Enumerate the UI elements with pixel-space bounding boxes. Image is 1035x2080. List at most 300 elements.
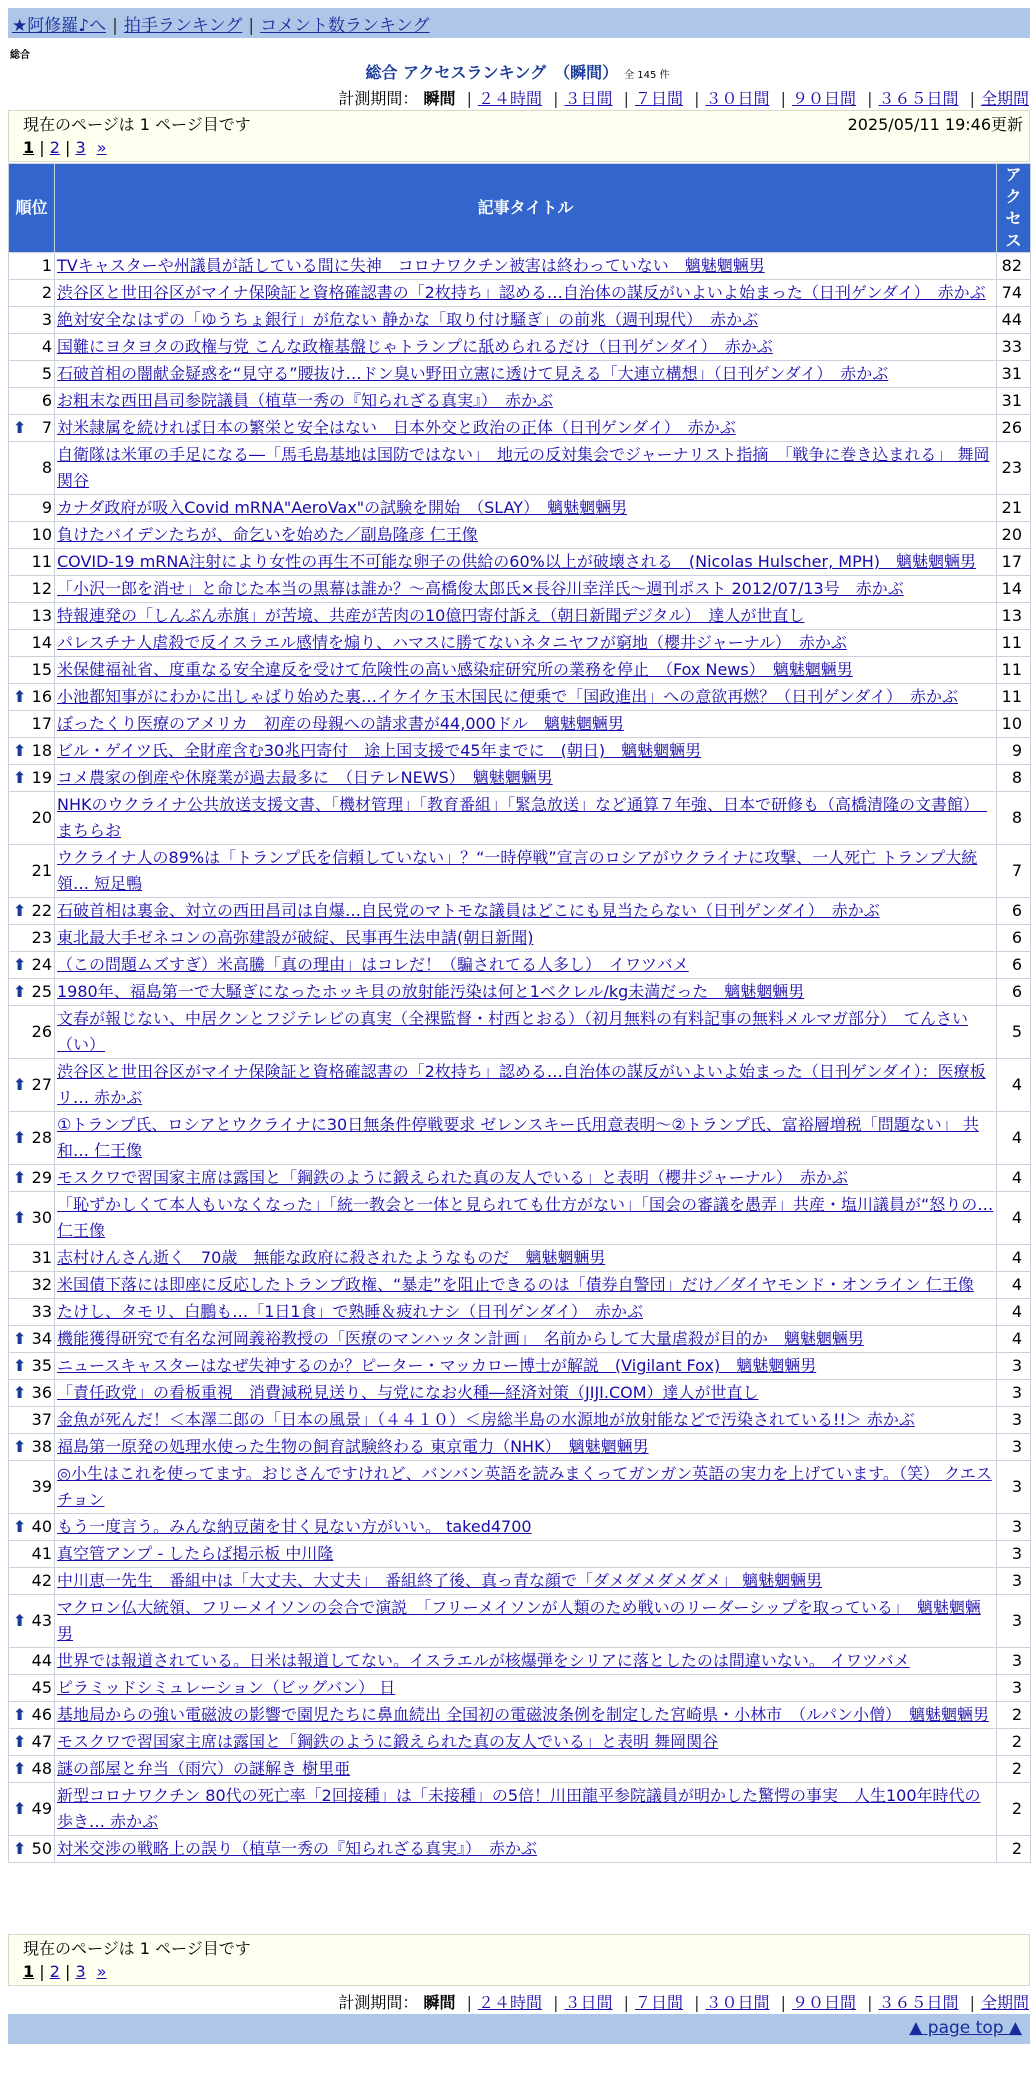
rank-cell [9,1192,55,1245]
access-count: 2 [997,1783,1031,1836]
rank-up-arrow-icon: ⬆ [13,955,27,974]
article-link[interactable]: 「恥ずかしくて本人もいなくなった」「統一教会と一体と見られても仕方がない」「国会の審議を愚弄」共産・塩川議員が“怒りの… 仁王像 [57,1195,994,1240]
rank-cell [9,979,55,1006]
rank-number: 27 [31,1075,52,1094]
title-cell [55,845,997,898]
rank-cell [9,1165,55,1192]
access-count: 3 [997,1514,1031,1541]
rank-up-arrow-icon: ⬆ [13,1383,27,1402]
rank-number: 3 [41,310,52,329]
access-count: 4 [997,1326,1031,1353]
title-cell [55,1541,997,1568]
period-link-24h[interactable]: ２４時間 [477,1993,542,2012]
article-link[interactable]: COVID-19 mRNA注射により女性の再生不可能な卵子の供給の60%以上が破壊される (Nicolas Hulscher, MPH) 魑魅魍魎男 [57,552,976,571]
title-cell [55,442,997,495]
rank-up-arrow-icon: ⬆ [13,1517,27,1536]
title-cell [55,1675,997,1702]
rank-number: 33 [31,1302,52,1321]
table-row [9,1245,1031,1272]
rank-number: 21 [31,861,52,880]
rank-up-arrow-icon: ⬆ [13,1329,27,1348]
table-row [9,1461,1031,1514]
clap-ranking-link[interactable]: 拍手ランキング [123,16,243,36]
article-link[interactable]: たけし、タモリ、白鵬も…「1日1食」で熟睡＆疲れナシ（日刊ゲンダイ） 赤かぶ [57,1302,643,1321]
period-link-30d[interactable]: ３０日間 [705,89,770,108]
rank-cell [9,361,55,388]
title-cell [55,388,997,415]
access-count: 3 [997,1648,1031,1675]
article-link[interactable]: TVキャスターや州議員が話している間に失神 コロナワクチン被害は終わっていない 魑魅魍魎男 [57,256,765,275]
rank-number: 10 [31,525,52,544]
access-count: 8 [997,792,1031,845]
rank-cell [9,549,55,576]
rank-number: 31 [31,1248,52,1267]
period-separator: | [694,1993,700,2012]
period-separator: | [466,1993,472,2012]
article-link[interactable]: ビル・ゲイツ氏、全財産含む30兆円寄付 途上国支援で45年までに (朝日) 魑魅魍魎男 [57,741,702,760]
rank-number: 42 [31,1571,52,1590]
article-link[interactable]: 対米隷属を続ければ日本の繁栄と安全はない 日本外交と政治の正体（日刊ゲンダイ） 赤かぶ [57,418,736,437]
title-cell [55,1112,997,1165]
rank-number: 13 [31,606,52,625]
access-count: 4 [997,1245,1031,1272]
rank-number: 39 [31,1477,52,1496]
page-current: 1 [23,138,35,157]
access-count: 3 [997,1461,1031,1514]
table-row [9,1272,1031,1299]
period-link-90d[interactable]: ９０日間 [791,1993,856,2012]
period-link-365d[interactable]: ３６５日間 [878,1993,959,2012]
article-link[interactable]: 対米交渉の戦略上の誤り（植草一秀の『知られざる真実』） 赤かぶ [57,1839,538,1858]
rank-number: 12 [31,579,52,598]
access-count: 3 [997,1353,1031,1380]
rank-number: 26 [31,1022,52,1041]
rank-cell [9,1756,55,1783]
rank-number: 20 [31,808,52,827]
title-cell [55,361,997,388]
rank-cell [9,898,55,925]
next-page-link[interactable]: » [96,138,107,157]
rank-number: 48 [31,1759,52,1778]
rank-number: 19 [31,768,52,787]
title-cell [55,1192,997,1245]
rank-cell [9,415,55,442]
article-link[interactable]: 基地局からの強い電磁波の影響で園児たちに鼻血続出 全国初の電磁波条例を制定した宮崎県・小林市 （ルパン小僧） 魑魅魍魎男 [57,1705,989,1724]
access-count: 8 [997,765,1031,792]
page-link-3[interactable]: 3 [75,138,86,157]
total-count: 全 145 件 [624,70,670,81]
article-link[interactable]: 米国債下落には即座に反応したトランプ政権、“暴走”を阻止できるのは「債券自警団」だけ／ダイヤモンド・オンライン 仁王像 [57,1275,974,1294]
title-cell [55,1836,997,1863]
rank-cell [9,1353,55,1380]
rank-number: 5 [41,364,52,383]
article-link[interactable]: ニュースキャスターはなぜ失神するのか？ピーター・マッカロー博士が解説 (Vigilant Fox) 魑魅魍魎男 [57,1356,817,1375]
rank-up-arrow-icon: ⬆ [13,1168,27,1187]
access-count: 9 [997,738,1031,765]
access-count: 31 [997,388,1031,415]
article-link[interactable]: 志村けんさん逝く 70歳 無能な政府に殺されたようなものだ 魑魅魍魎男 [57,1248,606,1267]
page-link-2[interactable]: 2 [49,1962,60,1981]
title-cell [55,630,997,657]
article-link[interactable]: 世界では報道されている。日米は報道してない。イスラエルが核爆弾をシリアに落としたのは間違いない。 イワツバメ [57,1651,910,1670]
page-top-link[interactable]: ▲ page top ▲ [909,2018,1022,2038]
article-link[interactable]: モスクワで習国家主席は露国と「鋼鉄のように鍛えられた真の友人でいる」と表明（櫻井ジャーナル） 赤かぶ [57,1168,848,1187]
rank-cell [9,280,55,307]
access-count: 14 [997,576,1031,603]
table-header-row [9,164,1031,253]
period-link-all[interactable]: 全期間 [980,1993,1029,2012]
article-link[interactable]: 東北最大手ゼネコンの高弥建設が破綻、民事再生法申請(朝日新聞) [57,928,534,947]
title-cell [55,1568,997,1595]
page-current: 1 [23,1962,35,1981]
access-count: 82 [997,253,1031,280]
table-row [9,495,1031,522]
rank-cell [9,1326,55,1353]
article-link[interactable]: モスクワで習国家主席は露国と「鋼鉄のように鍛えられた真の友人でいる」と表明 舞岡関谷 [57,1732,719,1751]
rank-cell [9,1783,55,1836]
table-row [9,334,1031,361]
rank-cell [9,1675,55,1702]
page-link-2[interactable]: 2 [49,138,60,157]
rank-number: 37 [31,1410,52,1429]
rank-cell [9,1380,55,1407]
article-link[interactable]: 米保健福祉省、度重なる安全違反を受けて危険性の高い感染症研究所の業務を停止 （Fox News） 魑魅魍魎男 [57,660,853,679]
article-link[interactable]: 新型コロナワクチン 80代の死亡率「2回接種」は「未接種」の5倍！川田龍平参院議員が明かした驚愕の事実 人生100年時代の歩き… 赤かぶ [57,1786,981,1831]
access-count: 44 [997,307,1031,334]
table-row [9,657,1031,684]
rank-up-arrow-icon: ⬆ [13,687,27,706]
table-row [9,1165,1031,1192]
table-row [9,925,1031,952]
article-link[interactable]: 特報連発の「しんぶん赤旗」が苦境、共産が苦肉の10億円寄付訴え（朝日新聞デジタル） 達人が世直し [57,606,805,625]
table-row [9,1380,1031,1407]
rank-up-arrow-icon: ⬆ [13,982,27,1001]
rank-number: 32 [31,1275,52,1294]
article-link[interactable]: ◎小生はこれを使ってます。おじさんですけれど、バンバン英語を読みまくってガンガン英語の実力を上げています。（笑） クエスチョン [57,1464,992,1509]
rank-cell [9,1541,55,1568]
access-count: 3 [997,1595,1031,1648]
table-row [9,792,1031,845]
nav-separator: | [112,16,118,36]
rank-cell [9,765,55,792]
period-separator: | [780,89,786,108]
article-link[interactable]: 絶対安全なはずの「ゆうちょ銀行」が危ない 静かな「取り付け騒ぎ」の前兆（週刊現代） 赤かぶ [57,310,759,329]
page-separator: | [65,138,71,157]
access-count: 3 [997,1675,1031,1702]
table-row [9,952,1031,979]
title-cell [55,1326,997,1353]
page-link-3[interactable]: 3 [75,1962,86,1981]
table-row [9,603,1031,630]
access-count: 13 [997,603,1031,630]
ranking-table-body [9,253,1031,1863]
pager-top [8,110,1030,162]
period-link-3d[interactable]: ３日間 [564,1993,613,2012]
table-row [9,1702,1031,1729]
access-count: 3 [997,1568,1031,1595]
page-separator: | [65,1962,71,1981]
rank-up-arrow-icon: ⬆ [13,1128,27,1147]
rank-cell [9,576,55,603]
rank-cell [9,738,55,765]
rank-cell [9,1514,55,1541]
article-link[interactable]: パレスチナ人虐殺で反イスラエル感情を煽り、ハマスに勝てないネタニヤフが窮地（櫻井ジャーナル） 赤かぶ [57,633,847,652]
period-link-30d[interactable]: ３０日間 [705,1993,770,2012]
access-count: 4 [997,1059,1031,1112]
rank-number: 25 [31,982,52,1001]
period-link-90d[interactable]: ９０日間 [791,89,856,108]
page-separator: | [39,138,45,157]
rank-cell [9,1461,55,1514]
period-link-24h[interactable]: ２４時間 [477,89,542,108]
title-cell [55,1165,997,1192]
current-page-text: 現在のページは 1 ページ目です [23,115,251,134]
rank-cell [9,1702,55,1729]
rank-number: 30 [31,1208,52,1227]
next-page-link[interactable]: » [96,1962,107,1981]
title-cell [55,1514,997,1541]
access-count: 20 [997,522,1031,549]
title-cell [55,1407,997,1434]
access-count: 26 [997,415,1031,442]
col-title-header: 記事タイトル [55,164,997,253]
table-row [9,711,1031,738]
period-current: 瞬間 [423,89,456,108]
period-selector-top [338,86,1029,109]
access-count: 11 [997,630,1031,657]
article-link[interactable]: 機能獲得研究で有名な河岡義裕教授の「医療のマンハッタン計画」 名前からして大量虐殺が目的か 魑魅魍魎男 [57,1329,864,1348]
home-link[interactable]: ★阿修羅♪へ [12,16,107,36]
article-link[interactable]: 渋谷区と世田谷区がマイナ保険証と資格確認書の「2枚持ち」認める…自治体の謀反がいよいよ始まった（日刊ゲンダイ）：医療板リ… 赤かぶ [57,1062,986,1107]
article-link[interactable]: 石破首相の闇献金疑惑を“見守る”腰抜け…ドン臭い野田立憲に透けて見える「大連立構想」（日刊ゲンダイ） 赤かぶ [57,364,889,383]
table-row [9,1434,1031,1461]
article-link[interactable]: お粗末な西田昌司参院議員（植草一秀の『知られざる真実』） 赤かぶ [57,391,554,410]
title-cell [55,1434,997,1461]
title-cell [55,1783,997,1836]
table-row [9,1514,1031,1541]
article-link[interactable]: 謎の部屋と弁当（雨穴）の謎解き 樹里亜 [57,1759,351,1778]
pager-bottom [8,1934,1030,1986]
rank-number: 36 [31,1383,52,1402]
article-link[interactable]: 真空管アンプ - したらば掲示板 中川隆 [57,1544,334,1563]
title-cell [55,549,997,576]
period-separator: | [694,89,700,108]
article-link[interactable]: マクロン仏大統領、フリーメイソンの会合で演説 「フリーメイソンが人類のため戦いのリーダーシップを取っている」 魑魅魍魎男 [57,1598,981,1643]
article-link[interactable]: 渋谷区と世田谷区がマイナ保険証と資格確認書の「2枚持ち」認める…自治体の謀反がいよいよ始まった（日刊ゲンダイ） 赤かぶ [57,283,986,302]
title-cell [55,1756,997,1783]
table-row [9,1675,1031,1702]
rank-number: 9 [41,498,52,517]
period-separator: | [623,1993,629,2012]
rank-number: 45 [31,1678,52,1697]
article-link[interactable]: カナダ政府が吸入Covid mRNA"AeroVax"の試験を開始 （SLAY） 魑魅魍魎男 [57,498,628,517]
rank-number: 7 [41,418,52,437]
article-link[interactable]: 金魚が死んだ！＜本澤二郎の「日本の風景」（４４１０）＜房総半島の水源地が放射能などで汚染されている!!＞ 赤かぶ [57,1410,915,1429]
article-link[interactable]: NHKのウクライナ公共放送支援文書、「機材管理」「教育番組」「緊急放送」など通算７年強、日本で研修も（高橋清隆の文書館） まちらお [57,795,988,840]
table-row [9,1836,1031,1863]
access-count: 2 [997,1702,1031,1729]
table-row [9,1192,1031,1245]
rank-number: 24 [31,955,52,974]
article-link[interactable]: もう一度言う。みんな納豆菌を甘く見ない方がいい。 taked4700 [57,1517,532,1536]
title-cell [55,657,997,684]
article-link[interactable]: 「責任政党」の看板重視 消費減税見送り、与党になお火種―経済対策（JIJI.COM）達人が世直し [57,1383,759,1402]
current-page-text: 現在のページは 1 ページ目です [23,1939,251,1958]
rank-number: 15 [31,660,52,679]
title-cell [55,1245,997,1272]
rank-cell [9,1245,55,1272]
title-cell [55,1461,997,1514]
period-selector-bottom [338,1990,1029,2013]
title-cell [55,1006,997,1059]
access-count: 17 [997,549,1031,576]
table-row [9,576,1031,603]
title-cell [55,415,997,442]
title-cell [55,1380,997,1407]
access-count: 33 [997,334,1031,361]
top-nav-bar [8,8,1030,38]
rank-up-arrow-icon: ⬆ [13,1839,27,1858]
access-count: 74 [997,280,1031,307]
access-count: 6 [997,952,1031,979]
period-link-7d[interactable]: ７日間 [634,89,683,108]
rank-cell [9,1648,55,1675]
article-link[interactable]: 小池都知事がにわかに出しゃばり始めた裏…イケイケ玉木国民に便乗で「国政進出」への意欲再燃？（日刊ゲンダイ） 赤かぶ [57,687,958,706]
access-count: 2 [997,1729,1031,1756]
table-row [9,1541,1031,1568]
title-cell [55,1729,997,1756]
ranking-title: 総合 アクセスランキング （瞬間） [365,63,619,82]
title-cell [55,1595,997,1648]
title-cell [55,925,997,952]
rank-cell [9,1272,55,1299]
rank-number: 49 [31,1799,52,1818]
article-link[interactable]: （この問題ムズすぎ）米高騰「真の理由」はコレだ！（騙されてる人多し） イワツバメ [57,955,689,974]
rank-number: 17 [31,714,52,733]
period-separator: | [553,1993,559,2012]
rank-up-arrow-icon: ⬆ [13,1611,27,1630]
period-label: 計測期間： [338,1993,419,2012]
rank-cell [9,1112,55,1165]
article-link[interactable]: 中川恵一先生 番組中は「大丈夫、大丈夫」 番組終了後、真っ青な顔で「ダメダメダメダメ」 魑魅魍魎男 [57,1571,823,1590]
rank-number: 44 [31,1651,52,1670]
title-cell [55,576,997,603]
rank-number: 40 [31,1517,52,1536]
table-row [9,630,1031,657]
article-link[interactable]: 自衛隊は米軍の手足になる―「馬毛島基地は国防ではない」 地元の反対集会でジャーナリスト指摘 「戦争に巻き込まれる」 舞岡関谷 [57,445,990,490]
table-row [9,361,1031,388]
rank-number: 22 [31,901,52,920]
article-link[interactable]: 「小沢一郎を消せ」と命じた本当の黒幕は誰か？～高橋俊太郎氏×長谷川幸洋氏～週刊ポスト 2012/07/13号 赤かぶ [57,579,904,598]
title-cell [55,898,997,925]
title-cell [55,1702,997,1729]
period-separator: | [780,1993,786,2012]
article-link[interactable]: ぼったくり医療のアメリカ 初産の母親への請求書が44,000ドル 魑魅魍魎男 [57,714,624,733]
bottom-bar [8,2014,1030,2044]
article-link[interactable]: ピラミッドシミュレーション（ビッグバン） 日 [57,1678,396,1697]
period-link-7d[interactable]: ７日間 [634,1993,683,2012]
article-link[interactable]: ①トランプ氏、ロシアとウクライナに30日無条件停戦要求 ゼレンスキー氏用意表明～②トランプ氏、富裕層増税「問題ない」 共和… 仁王像 [57,1115,979,1160]
article-link[interactable]: 福島第一原発の処理水使った生物の飼育試験終わる 東京電力（NHK） 魑魅魍魎男 [57,1437,649,1456]
article-link[interactable]: 石破首相は裏金、対立の西田昌司は自爆…自民党のマトモな議員はどこにも見当たらない（日刊ゲンダイ） 赤かぶ [57,901,880,920]
article-link[interactable]: 国難にヨタヨタの政権与党 こんな政権基盤じゃトランプに舐められるだけ（日刊ゲンダイ） 赤かぶ [57,337,773,356]
article-link[interactable]: 文春が報じない、中居クンとフジテレビの真実（全裸監督・村西とおる）（初月無料の有料記事の無料メルマガ部分） てんさい（い） [57,1009,969,1054]
access-count: 3 [997,1434,1031,1461]
rank-number: 4 [41,337,52,356]
table-row [9,845,1031,898]
access-count: 5 [997,1006,1031,1059]
access-count: 4 [997,1299,1031,1326]
updated-timestamp: 2025/05/11 19:46更新 [847,115,1023,134]
title-cell [55,495,997,522]
rank-cell [9,388,55,415]
rank-cell [9,845,55,898]
period-separator: | [867,1993,873,2012]
rank-number: 38 [31,1437,52,1456]
rank-up-arrow-icon: ⬆ [13,1732,27,1751]
table-row [9,253,1031,280]
access-count: 10 [997,711,1031,738]
rank-cell [9,711,55,738]
access-count: 3 [997,1380,1031,1407]
access-count: 3 [997,1541,1031,1568]
table-row [9,1648,1031,1675]
rank-up-arrow-icon: ⬆ [13,1437,27,1456]
title-cell [55,1648,997,1675]
access-count: 3 [997,1407,1031,1434]
title-cell [55,280,997,307]
access-count: 4 [997,1112,1031,1165]
article-link[interactable]: 1980年、福島第一で大騒ぎになったホッキ貝の放射能汚染は何と1ベクレル/kg未満だった 魑魅魍魎男 [57,982,805,1001]
access-count: 11 [997,684,1031,711]
rank-number: 46 [31,1705,52,1724]
rank-number: 29 [31,1168,52,1187]
period-separator: | [969,89,975,108]
rank-number: 47 [31,1732,52,1751]
rank-cell [9,307,55,334]
rank-number: 50 [31,1839,52,1858]
table-row [9,280,1031,307]
period-link-all[interactable]: 全期間 [980,89,1029,108]
article-link[interactable]: ウクライナ人の89%は「トランプ氏を信頼していない」？“一時停戦”宣言のロシアがウクライナに攻撃、一人死亡 トランプ大統領… 短足鴨 [57,848,978,893]
period-link-365d[interactable]: ３６５日間 [878,89,959,108]
rank-number: 41 [31,1544,52,1563]
article-link[interactable]: コメ農家の倒産や休廃業が過去最多に （日テレNEWS） 魑魅魍魎男 [57,768,553,787]
title-cell [55,711,997,738]
rank-cell [9,253,55,280]
table-row [9,1353,1031,1380]
article-link[interactable]: 負けたバイデンたちが、命乞いを始めた／副島隆彦 仁王像 [57,525,478,544]
table-row [9,1326,1031,1353]
col-rank-header: 順位 [9,164,55,253]
rank-number: 35 [31,1356,52,1375]
table-row [9,1299,1031,1326]
rank-number: 34 [31,1329,52,1348]
title-cell [55,522,997,549]
rank-up-arrow-icon: ⬆ [13,1759,27,1778]
access-count: 4 [997,1165,1031,1192]
title-cell [55,307,997,334]
table-row [9,388,1031,415]
rank-up-arrow-icon: ⬆ [13,1705,27,1724]
period-separator: | [867,89,873,108]
period-label: 計測期間： [338,89,419,108]
rank-number: 43 [31,1611,52,1630]
comment-ranking-link[interactable]: コメント数ランキング [260,16,430,36]
rank-cell [9,1299,55,1326]
title-cell [55,603,997,630]
period-link-3d[interactable]: ３日間 [564,89,613,108]
